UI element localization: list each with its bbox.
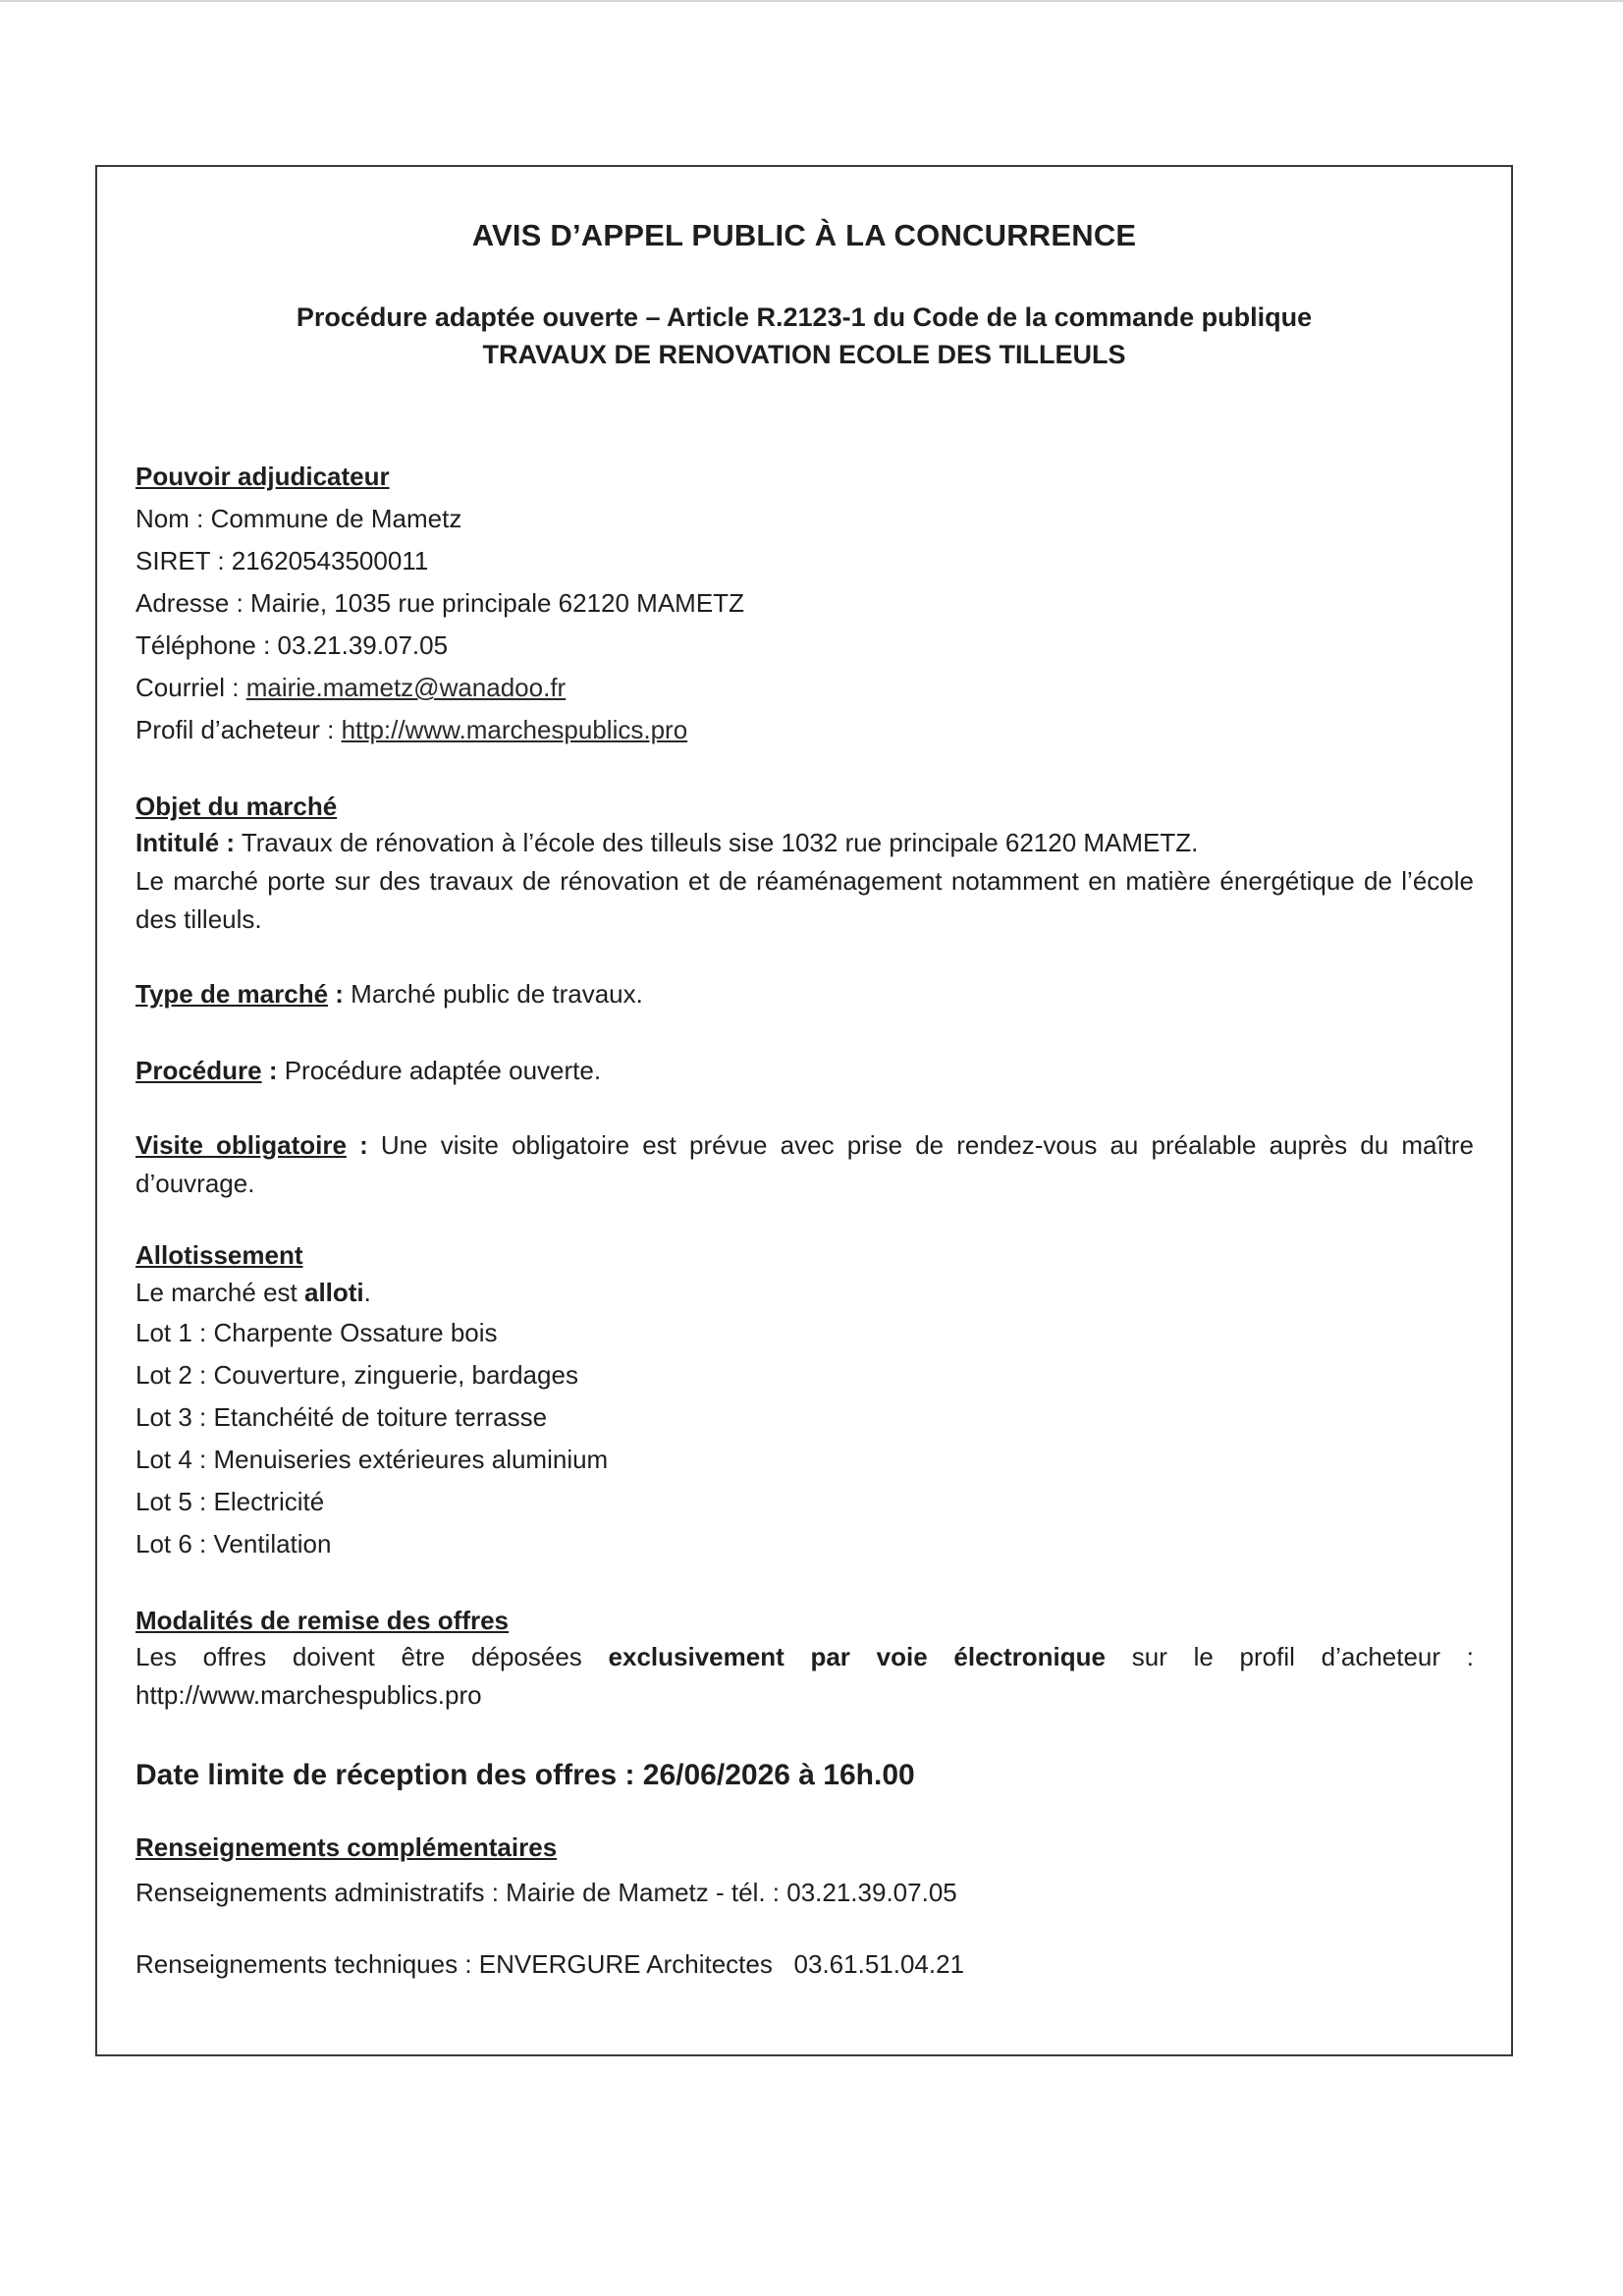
intro-suffix: .	[363, 1278, 371, 1307]
modalites-suffix: sur le profil d’acheteur : http://www.marchespublics.pro	[135, 1642, 1474, 1710]
notice-title: AVIS D’APPEL PUBLIC À LA CONCURRENCE	[471, 218, 1137, 252]
admin-info: Renseignements administratifs : Mairie de Mametz - tél. : 03.21.39.07.05	[135, 1878, 957, 1907]
list-item: Lot 3 : Etanchéité de toiture terrasse	[135, 1402, 548, 1432]
modalites-prefix: Les offres doivent être déposées	[135, 1642, 609, 1671]
technical-info: Renseignements techniques : ENVERGURE Architectes 03.61.51.04.21	[135, 1949, 965, 1979]
list-item: Lot 2 : Couverture, zinguerie, bardages	[135, 1360, 578, 1390]
section-pouvoir-adjudicateur	[135, 456, 1474, 751]
scan-edge-line	[0, 0, 1623, 2]
notice-body	[135, 456, 1474, 1986]
allotissement-intro	[135, 1273, 1474, 1312]
notice-subtitle	[97, 299, 1511, 373]
type-value: Marché public de travaux.	[351, 979, 643, 1009]
spacer	[135, 751, 1474, 789]
list-item: Lot 5 : Electricité	[135, 1487, 325, 1516]
procedure-line: Procédure adaptée ouverte – Article R.2123-1 du Code de la commande publique	[296, 302, 1313, 332]
buyer-profile	[135, 709, 1474, 751]
section-procedure	[135, 1050, 1474, 1092]
section-visite	[135, 1126, 1474, 1203]
section-heading: Renseignements complémentaires	[135, 1832, 558, 1862]
section-renseignements	[135, 1826, 1474, 1986]
separator: :	[346, 1130, 381, 1160]
procedure-value: Procédure adaptée ouverte.	[284, 1056, 602, 1085]
list-item: Lot 4 : Menuiseries extérieures aluminium	[135, 1445, 609, 1474]
list-item: Lot 6 : Ventilation	[135, 1529, 332, 1558]
spacer	[135, 939, 1474, 973]
visite-value: Une visite obligatoire est prévue avec prise de rendez-vous au préalable auprès du maître d’ouvrage.	[135, 1130, 1474, 1198]
spacer	[135, 1203, 1474, 1237]
intro-text: Le marché est	[135, 1278, 304, 1307]
spacer	[135, 1796, 1474, 1826]
intitule-label: Intitulé :	[135, 828, 236, 857]
section-heading: Visite obligatoire	[135, 1130, 347, 1160]
buyer-email	[135, 667, 1474, 709]
spacer	[135, 1565, 1474, 1603]
section-allotissement	[135, 1237, 1474, 1565]
intro-bold: alloti	[303, 1278, 364, 1307]
contract-title	[135, 824, 1474, 862]
contract-description: Le marché porte sur des travaux de rénovation et de réaménagement notamment en matière énergétique de l’école des tilleuls.	[135, 866, 1474, 934]
separator: :	[261, 1056, 285, 1085]
modalites-bold: exclusivement par voie électronique	[608, 1642, 1106, 1671]
section-heading: Modalités de remise des offres	[135, 1606, 510, 1635]
project-name: TRAVAUX DE RENOVATION ECOLE DES TILLEULS	[482, 340, 1126, 369]
spacer	[135, 1015, 1474, 1050]
buyer-name: Nom : Commune de Mametz	[135, 504, 462, 533]
section-type	[135, 973, 1474, 1015]
buyer-address: Adresse : Mairie, 1035 rue principale 62120 MAMETZ	[135, 588, 744, 618]
separator: :	[328, 979, 352, 1009]
spacer	[135, 1916, 1474, 1943]
buyer-profile-link[interactable]: http://www.marchespublics.pro	[341, 715, 688, 744]
spacer	[135, 1092, 1474, 1126]
section-heading: Objet du marché	[135, 792, 338, 821]
section-heading: Allotissement	[135, 1240, 303, 1270]
deadline-text: Date limite de réception des offres : 26/06/2026 à 16h.00	[135, 1759, 915, 1791]
list-item: Lot 1 : Charpente Ossature bois	[135, 1318, 498, 1347]
email-link[interactable]: mairie.mametz@wanadoo.fr	[245, 673, 567, 702]
section-heading: Pouvoir adjudicateur	[135, 462, 390, 491]
section-heading: Type de marché	[135, 979, 329, 1009]
buyer-siret: SIRET : 21620543500011	[135, 546, 429, 575]
modalites-text	[135, 1638, 1474, 1715]
profile-label: Profil d’acheteur :	[135, 715, 342, 744]
section-heading: Procédure	[135, 1056, 262, 1085]
intitule-value: Travaux de rénovation à l’école des tilleuls sise 1032 rue principale 62120 MAMETZ.	[235, 828, 1199, 857]
notice-frame	[95, 165, 1513, 2056]
section-modalites	[135, 1603, 1474, 1715]
section-objet	[135, 789, 1474, 939]
buyer-phone: Téléphone : 03.21.39.07.05	[135, 630, 449, 660]
email-label: Courriel :	[135, 673, 246, 702]
